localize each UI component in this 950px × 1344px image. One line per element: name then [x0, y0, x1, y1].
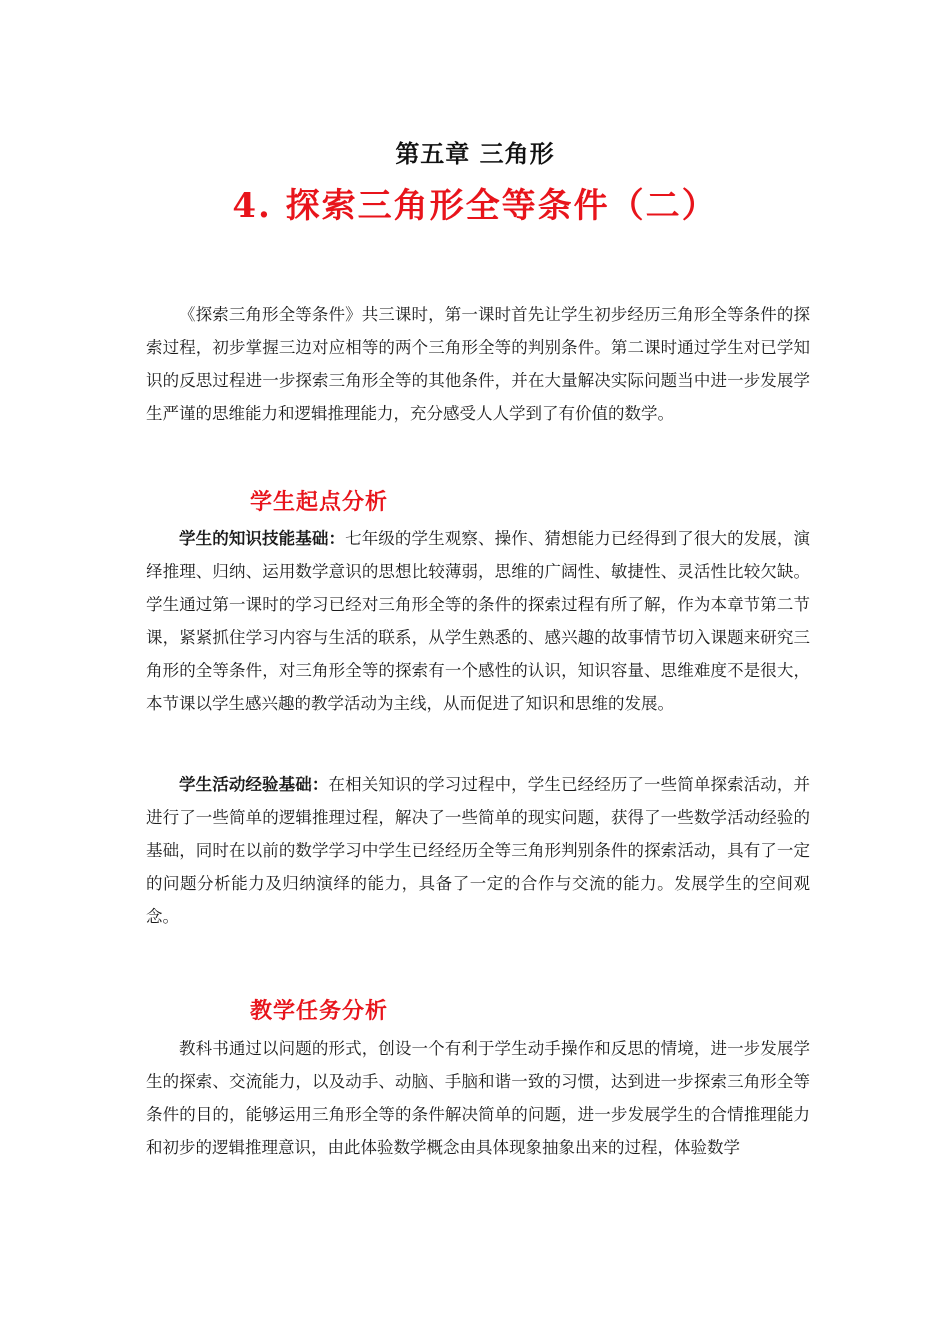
activity-text: 在相关知识的学习过程中，学生已经经历了一些简单探索活动，并进行了一些简单的逻辑推理过程，解决了一些简单的现实问题，获得了一些数学活动经验的基础，同时在以前的数学学习中学生已经经历全等三角形判别条件的探索活动，具有了一定的问题分析能力及归纳演绎的能力，具备了一定的合作与交流的能力。发展学生的空间观念。 — [146, 775, 811, 926]
section-heading-student-start: 学生起点分析 — [250, 489, 389, 515]
knowledge-lead: 学生的知识技能基础： — [179, 529, 346, 548]
knowledge-paragraph — [146, 522, 810, 720]
activity-lead: 学生活动经验基础： — [179, 775, 329, 794]
section-heading-task-analysis: 教学任务分析 — [250, 998, 389, 1024]
chapter-title: 第五章 三角形 — [395, 139, 555, 168]
knowledge-text: 七年级的学生观察、操作、猜想能力已经得到了很大的发展，演绎推理、归纳、运用数学意识的思想比较薄弱，思维的广阔性、敏捷性、灵活性比较欠缺。学生通过第一课时的学习已经对三角形全等的条件的探索过程有所了解，作为本章节第二节课，紧紧抓住学习内容与生活的联系，从学生熟悉的、感兴趣的故事情节切入课题来研究三角形的全等条件，对三角形全等的探索有一个感性的认识，知识容量、思维难度不是很大，本节课以学生感兴趣的教学活动为主线，从而促进了知识和思维的发展。 — [146, 529, 811, 713]
task-paragraph: 教科书通过以问题的形式，创设一个有利于学生动手操作和反思的情境，进一步发展学生的探索、交流能力，以及动手、动脑、手脑和谐一致的习惯，达到进一步探索三角形全等条件的目的，能够运用三角形全等的条件解决简单的问题，进一步发展学生的合情推理能力和初步的逻辑推理意识，由此体验数学概念由具体现象抽象出来的过程，体验数学 — [146, 1039, 810, 1157]
lesson-title: 4. 探索三角形全等条件（二） — [232, 186, 718, 226]
activity-paragraph — [146, 768, 810, 933]
intro-paragraph: 《探索三角形全等条件》共三课时，第一课时首先让学生初步经历三角形全等条件的探索过程，初步掌握三边对应相等的两个三角形全等的判别条件。第二课时通过学生对已学知识的反思过程进一步探索三角形全等的其他条件，并在大量解决实际问题当中进一步发展学生严谨的思维能力和逻辑推理能力，充分感受人人学到了有价值的数学。 — [146, 305, 810, 423]
